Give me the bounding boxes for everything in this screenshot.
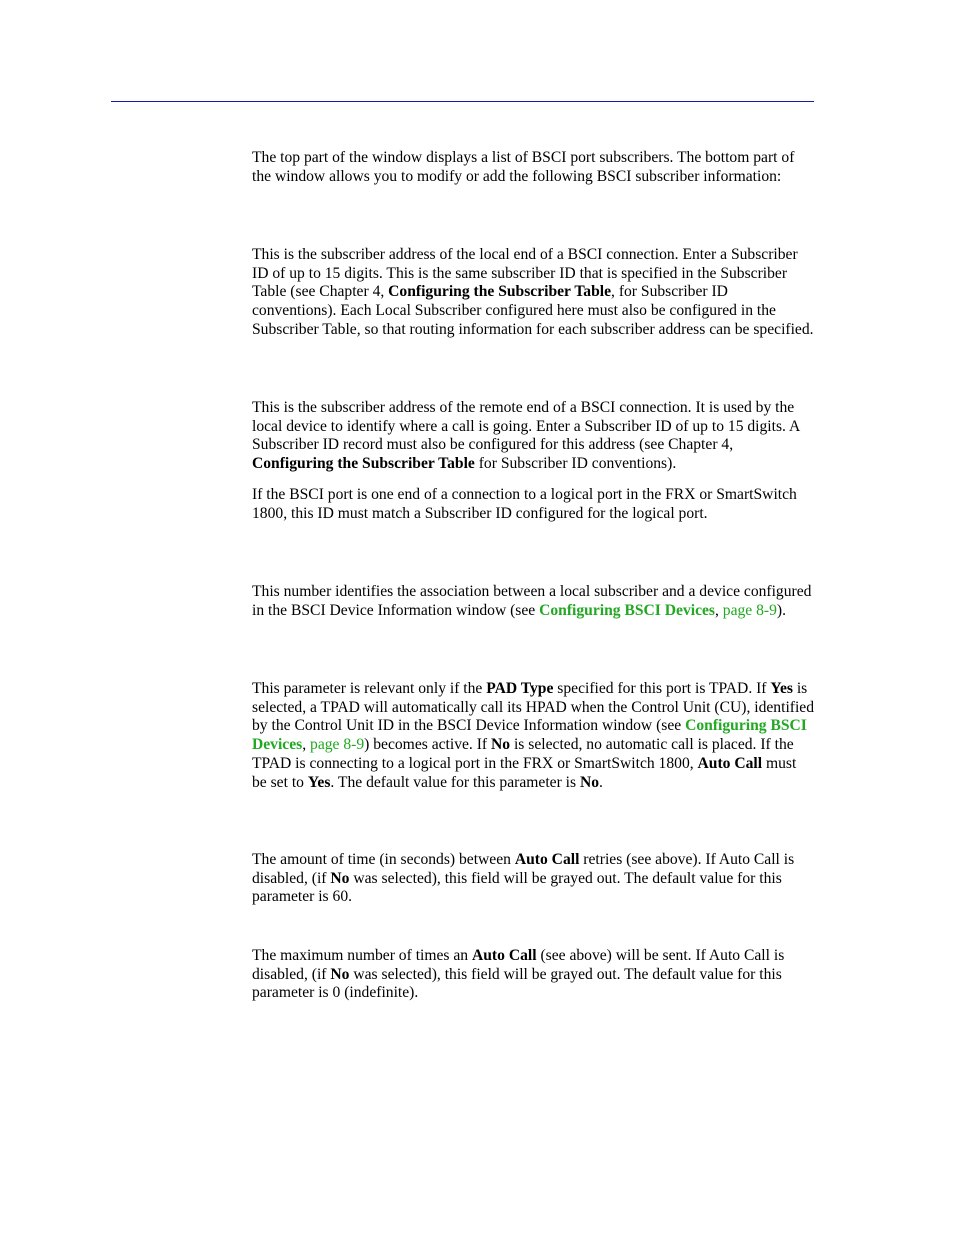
bold-term: No bbox=[330, 869, 350, 887]
page-reference-link[interactable]: page 8-9 bbox=[310, 736, 365, 754]
text-run: ). bbox=[776, 601, 787, 619]
text-run: This parameter is relevant only if the bbox=[252, 680, 487, 697]
bold-term: Yes bbox=[770, 680, 793, 697]
text-run: specified for this port is TPAD. If bbox=[553, 680, 771, 697]
text-run: retries (see above). If Auto Call is disabled, (if bbox=[252, 851, 795, 887]
intro-paragraph bbox=[252, 149, 814, 186]
page-reference-link[interactable]: page 8-9 bbox=[722, 601, 777, 619]
text-run: This number identifies the association between a local subscriber and a device configured in the BSCI Device Information window (see bbox=[252, 583, 812, 619]
text-run: This is the subscriber address of the remote end of a BSCI connection. It is used by the local device to identify where a call is going. Enter a Subscriber ID of up to 15 digits. A Subscriber ID record must also be configured for this address (see Chapter 4, bbox=[252, 399, 800, 454]
text-run: was selected), this field will be grayed out. The default value for this parameter is 60. bbox=[252, 869, 782, 906]
text-run: , bbox=[715, 601, 723, 619]
bold-term: PAD Type bbox=[486, 680, 554, 697]
bold-term: Auto Call bbox=[514, 851, 580, 868]
remote-subscriber-paragraph bbox=[252, 399, 814, 474]
text-run: , for Subscriber ID conventions). Each Local Subscriber configured here must also be configured in the Subscriber Table, so that routing information for each subscriber address can be specified. bbox=[252, 283, 814, 338]
text-run: The maximum number of times an bbox=[252, 947, 472, 964]
bold-term: Auto Call bbox=[697, 754, 763, 772]
device-number-paragraph bbox=[252, 583, 814, 620]
text-run: . The default value for this parameter is bbox=[330, 773, 580, 791]
bold-term: Auto Call bbox=[472, 947, 537, 964]
retry-interval-paragraph bbox=[252, 851, 814, 907]
text-run: is selected, no automatic call is placed. If the TPAD is connecting to a logical port in the FRX or SmartSwitch 1800, bbox=[252, 736, 794, 772]
text-run: (see above) will be sent. If Auto Call is disabled, (if bbox=[252, 947, 785, 983]
text-run: If the BSCI port is one end of a connection to a logical port in the FRX or SmartSwitch 1800, this ID must match a Subscriber ID configured for the logical port. bbox=[252, 486, 797, 522]
bold-term: No bbox=[330, 965, 350, 983]
text-run: was selected), this field will be grayed out. The default value for this parameter is 0 (indefinite). bbox=[252, 965, 782, 1002]
bold-term: No bbox=[579, 773, 600, 791]
text-run: , bbox=[302, 736, 311, 754]
text-run: The amount of time (in seconds) between bbox=[252, 851, 515, 868]
intro-text: The top part of the window displays a list of BSCI port subscribers. The bottom part of the window allows you to modify or add the following BSCI subscriber information: bbox=[252, 149, 795, 185]
text-run: This is the subscriber address of the local end of a BSCI connection. Enter a Subscriber ID of up to 15 digits. This is the same subscriber ID that is specified in the Subscriber Table (see Chapter 4, bbox=[252, 246, 798, 301]
configuring-bsci-devices-link[interactable]: Configuring BSCI Devices bbox=[539, 601, 715, 619]
remote-subscriber-note-paragraph bbox=[252, 486, 814, 523]
auto-call-paragraph bbox=[252, 680, 814, 792]
local-subscriber-paragraph bbox=[252, 246, 814, 340]
header-rule bbox=[111, 101, 814, 102]
text-run: for Subscriber ID conventions). bbox=[474, 455, 677, 473]
text-run: . bbox=[599, 773, 603, 791]
text-run: ) becomes active. If bbox=[364, 736, 492, 754]
max-retries-paragraph bbox=[252, 947, 814, 1003]
bold-term: Yes bbox=[307, 773, 331, 791]
configuring-bsci-devices-link[interactable]: Configuring BSCI Devices bbox=[252, 717, 807, 754]
text-run: is selected, a TPAD will automatically call its HPAD when the Control Unit (CU), identified by the Control Unit ID in the BSCI Device Information window (see bbox=[252, 680, 815, 735]
chapter-reference: Configuring the Subscriber Table bbox=[388, 283, 612, 301]
bold-term: No bbox=[491, 736, 511, 754]
text-run: must be set to bbox=[252, 754, 797, 791]
chapter-reference: Configuring the Subscriber Table bbox=[252, 455, 475, 473]
